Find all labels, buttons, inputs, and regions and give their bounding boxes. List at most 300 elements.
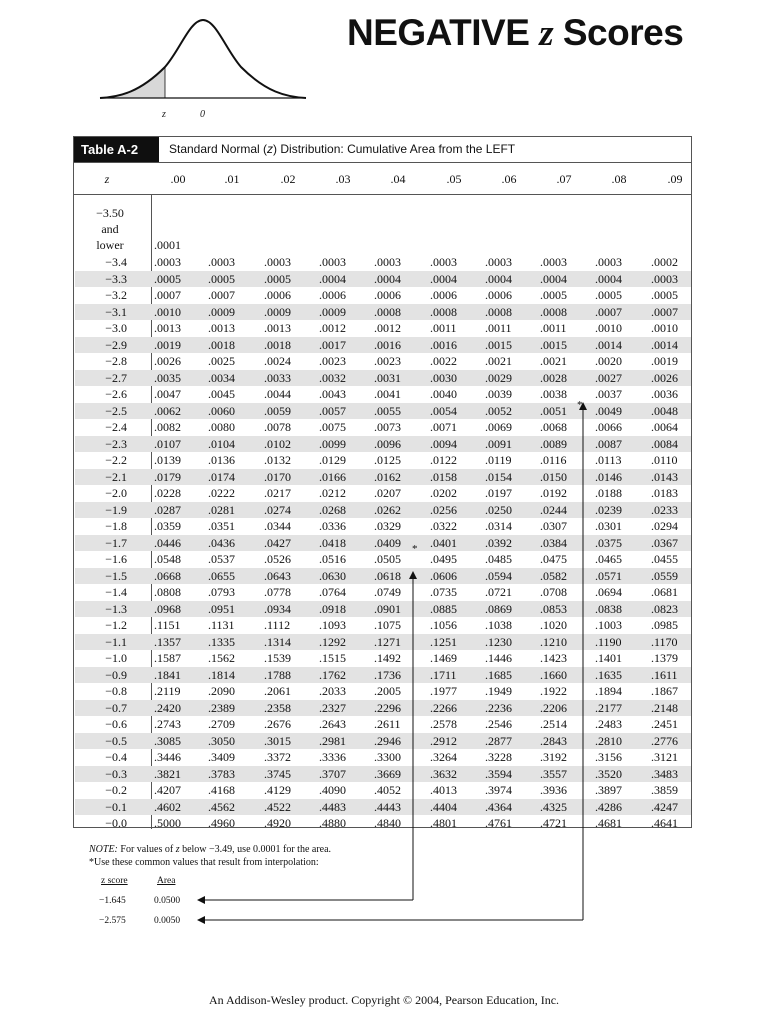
table-cell: .0721	[485, 585, 512, 599]
table-cell: .1685	[485, 667, 512, 682]
table-cell: .0014	[595, 337, 622, 352]
table-cell: .2327	[319, 700, 346, 715]
mini-header-zscore: z score	[101, 876, 128, 886]
table-cell: .0062	[154, 403, 181, 418]
table-cell: .0427	[264, 535, 291, 550]
table-cell: .0012	[374, 321, 401, 335]
table-cell: .0007	[651, 304, 678, 319]
table-cell: .0021	[540, 354, 567, 368]
mini-z-1: −1.645	[99, 896, 126, 906]
table-cell: .0934	[264, 601, 291, 616]
column-header-6: .06	[501, 172, 517, 186]
table-cell: .0495	[430, 552, 457, 566]
table-row	[75, 337, 691, 354]
column-header-1: .01	[224, 172, 240, 186]
table-cell: .2643	[319, 717, 346, 731]
table-row	[75, 271, 691, 288]
row-z-value: −2.2	[105, 453, 127, 467]
table-cell: .2912	[430, 733, 457, 748]
table-cell: .3859	[651, 783, 678, 797]
table-cell: .1230	[485, 634, 512, 649]
table-cell: .0004	[319, 271, 346, 286]
table-cell: .2776	[651, 733, 678, 748]
table-cell: .0548	[154, 552, 181, 566]
table-cell: .0007	[154, 288, 181, 302]
table-cell: .0003	[154, 255, 181, 269]
table-cell: .0116	[540, 453, 567, 467]
table-cell: .3594	[485, 766, 512, 781]
table-cell: .0188	[595, 486, 622, 500]
table-row	[75, 452, 691, 469]
table-cell: .0516	[319, 552, 346, 566]
column-header-8: .08	[611, 172, 627, 186]
table-cell: .2546	[485, 717, 512, 731]
table-cell: .0838	[595, 601, 622, 616]
table-cell: .4761	[485, 816, 512, 830]
table-cell: .3783	[208, 766, 235, 781]
table-cell: .3409	[208, 750, 235, 764]
row-z-value: −0.3	[105, 766, 127, 781]
table-cell: .0006	[319, 288, 346, 302]
table-cell: .4090	[319, 783, 346, 797]
table-cell: .0013	[154, 321, 181, 335]
table-cell: .0016	[374, 337, 401, 352]
table-cell: .4840	[374, 816, 401, 830]
table-cell: .0045	[208, 387, 235, 401]
row-z-value: −2.7	[105, 370, 127, 385]
table-cell: .2611	[374, 717, 401, 731]
table-cell: .0217	[264, 486, 291, 500]
table-cell: .2981	[319, 733, 346, 748]
row-z-value: −1.5	[105, 568, 127, 583]
table-cell: .0951	[208, 601, 235, 616]
table-cell: .0044	[264, 387, 291, 401]
table-cell: .0301	[595, 519, 622, 533]
table-cell: .0028	[540, 370, 567, 385]
table-cell: .0505	[374, 552, 401, 566]
table-cell: .0003	[430, 255, 457, 269]
table-cell: .0808	[154, 585, 181, 599]
table-row	[75, 733, 691, 750]
table-cell: .0005	[540, 288, 567, 302]
table-cell: .2296	[374, 700, 401, 715]
table-cell: .0035	[154, 370, 181, 385]
table-cell: .0018	[208, 337, 235, 352]
row-z-value: −2.8	[105, 354, 127, 368]
table-cell: .0985	[651, 618, 678, 632]
table-row	[75, 386, 691, 403]
table-cell: .2483	[595, 717, 622, 731]
row-z-value: −1.7	[105, 535, 127, 550]
table-cell: .0571	[595, 568, 622, 583]
table-cell: .0006	[485, 288, 512, 302]
table-row	[75, 436, 691, 453]
table-cell: .4404	[430, 799, 457, 814]
table-cell: .0021	[485, 354, 512, 368]
table-row	[75, 304, 691, 321]
column-header-7: .07	[556, 172, 572, 186]
table-cell: .0375	[595, 535, 622, 550]
table-cell: .0089	[540, 436, 567, 451]
table-cell: .0009	[319, 304, 346, 319]
table-cell: .1401	[595, 651, 622, 665]
table-cell: .0409	[374, 535, 401, 550]
table-cell: .0004	[430, 271, 457, 286]
table-cell: .4325	[540, 799, 567, 814]
table-cell: .0038	[540, 387, 567, 401]
table-cell: .3821	[154, 766, 181, 781]
table-cell: .1922	[540, 684, 567, 698]
row-z-value: −1.8	[105, 519, 127, 533]
bell-curve	[100, 20, 306, 98]
table-cell: .2061	[264, 684, 291, 698]
table-cell: .0749	[374, 585, 401, 599]
table-cell: .4880	[319, 816, 346, 830]
table-cell: .1660	[540, 667, 567, 682]
table-cell: .0003	[595, 255, 622, 269]
table-caption: Standard Normal (z) Distribution: Cumulative Area from the LEFT	[169, 142, 516, 156]
table-cell: .0005	[651, 288, 678, 302]
table-cell: .0107	[154, 436, 181, 451]
table-cell: .2709	[208, 717, 235, 731]
table-cell: .0537	[208, 552, 235, 566]
table-row	[75, 419, 691, 436]
table-cell: .0010	[595, 321, 622, 335]
table-cell: .0630	[319, 568, 346, 583]
table-cell: .0008	[374, 304, 401, 319]
column-header-3: .03	[335, 172, 351, 186]
table-cell: .0051	[540, 403, 567, 418]
table-row	[75, 469, 691, 486]
table-cell: .0005	[208, 271, 235, 286]
table-cell: .0384	[540, 535, 567, 550]
table-cell: .0073	[374, 420, 401, 434]
table-cell: .0192	[540, 486, 567, 500]
table-cell: .0052	[485, 403, 512, 418]
table-cell: .1056	[430, 618, 457, 632]
table-cell: .2843	[540, 733, 567, 748]
table-cell: .0096	[374, 436, 401, 451]
table-cell: .0418	[319, 535, 346, 550]
table-cell: .0006	[374, 288, 401, 302]
table-cell: .0023	[319, 354, 346, 368]
table-cell: .1131	[208, 618, 235, 632]
table-cell: .1788	[264, 667, 291, 682]
table-cell: .4129	[264, 783, 291, 797]
table-cell: .0262	[374, 502, 401, 517]
table-cell: .4052	[374, 783, 401, 797]
table-cell: .1170	[651, 634, 678, 649]
table-cell: .2005	[374, 684, 401, 698]
row-z-value: −0.8	[105, 684, 127, 698]
table-cell: .0032	[319, 370, 346, 385]
table-cell: .0003	[374, 255, 401, 269]
column-header-row	[74, 163, 691, 195]
table-cell: .0485	[485, 552, 512, 566]
table-cell: .2206	[540, 700, 567, 715]
row-z-value: −0.7	[105, 700, 127, 715]
table-cell: .4443	[374, 799, 401, 814]
table-row	[75, 601, 691, 618]
table-cell: .3745	[264, 766, 291, 781]
table-cell: .3192	[540, 750, 567, 764]
table-cell: .0239	[595, 502, 622, 517]
table-cell: .0694	[595, 585, 622, 599]
table-cell: .1423	[540, 651, 567, 665]
z-table	[73, 136, 692, 828]
table-cell: .0006	[430, 288, 457, 302]
table-cell: .1587	[154, 651, 181, 665]
table-cell: .0015	[485, 337, 512, 352]
table-cell: .1210	[540, 634, 567, 649]
table-cell: .3156	[595, 750, 622, 764]
table-cell: .3264	[430, 750, 457, 764]
table-cell: .0268	[319, 502, 346, 517]
table-cell: .0029	[485, 370, 512, 385]
column-header-2: .02	[280, 172, 296, 186]
row-z-value: −2.1	[105, 469, 127, 484]
table-cell: .0228	[154, 486, 181, 500]
table-cell: .0018	[264, 337, 291, 352]
table-cell: .2676	[264, 717, 291, 731]
table-cell: .1469	[430, 651, 457, 665]
table-cell: .1867	[651, 684, 678, 698]
table-cell: .4247	[651, 799, 678, 814]
first-row-label-line1: −3.50	[96, 206, 124, 220]
table-cell: .0367	[651, 535, 678, 550]
table-cell: .0013	[208, 321, 235, 335]
table-cell: .3669	[374, 766, 401, 781]
table-cell: .0008	[430, 304, 457, 319]
table-cell: .3557	[540, 766, 567, 781]
table-cell: .0031	[374, 370, 401, 385]
table-cell: .0256	[430, 502, 457, 517]
table-cell: .0017	[319, 337, 346, 352]
table-cell: .1539	[264, 651, 291, 665]
table-cell: .0019	[651, 354, 678, 368]
table-cell: .0068	[540, 420, 567, 434]
table-cell: .1635	[595, 667, 622, 682]
table-row	[75, 403, 691, 420]
row-z-value: −2.9	[105, 337, 127, 352]
table-cell: .0166	[319, 469, 346, 484]
note-line-2: *Use these common values that result from interpolation:	[89, 857, 319, 868]
table-cell: .0037	[595, 387, 622, 401]
row-z-value: −2.4	[105, 420, 127, 434]
row-z-value: −2.5	[105, 403, 127, 418]
first-row-value: .0001	[154, 238, 181, 252]
table-cell: .3632	[430, 766, 457, 781]
table-cell: .2451	[651, 717, 678, 731]
column-header-9: .09	[667, 172, 683, 186]
table-cell: .2119	[154, 684, 181, 698]
table-cell: .0066	[595, 420, 622, 434]
table-cell: .0735	[430, 585, 457, 599]
table-cell: .4364	[485, 799, 512, 814]
table-cell: .0099	[319, 436, 346, 451]
table-cell: .2358	[264, 700, 291, 715]
table-cell: .0793	[208, 585, 235, 599]
table-row	[75, 683, 691, 700]
note-line-1: NOTE: For values of z below −3.49, use 0.0001 for the area.	[89, 844, 332, 855]
table-cell: .4920	[264, 816, 291, 830]
normal-curve-diagram	[95, 12, 310, 124]
table-cell: .2090	[208, 684, 235, 698]
table-cell: .0392	[485, 535, 512, 550]
table-cell: .0183	[651, 486, 678, 500]
row-z-value: −0.2	[105, 783, 127, 797]
table-body	[75, 254, 691, 832]
table-cell: .2389	[208, 700, 235, 715]
table-cell: .4960	[208, 816, 235, 830]
table-cell: .0011	[430, 321, 457, 335]
table-cell: .0207	[374, 486, 401, 500]
table-cell: .0233	[651, 502, 678, 517]
table-cell: .3015	[264, 733, 291, 748]
table-cell: .4207	[154, 783, 181, 797]
table-cell: .0901	[374, 601, 401, 616]
table-cell: .1814	[208, 667, 235, 682]
row-z-value: −1.0	[105, 651, 127, 665]
table-cell: .0014	[651, 337, 678, 352]
table-row	[75, 782, 691, 799]
table-cell: .4721	[540, 816, 567, 830]
column-header-0: .00	[170, 172, 186, 186]
table-cell: .0455	[651, 552, 678, 566]
row-z-value: −0.0	[105, 816, 127, 830]
table-cell: .0475	[540, 552, 567, 566]
table-cell: .1003	[595, 618, 622, 632]
mini-header-area: Area	[157, 876, 176, 886]
table-cell: .0041	[374, 387, 401, 401]
table-cell: .0023	[374, 354, 401, 368]
table-cell: .0003	[264, 255, 291, 269]
table-cell: .0015	[540, 337, 567, 352]
table-cell: .4801	[430, 816, 457, 830]
table-cell: .0002	[651, 255, 678, 269]
table-cell: .0436	[208, 535, 235, 550]
table-cell: .1020	[540, 618, 567, 632]
table-cell: .0006	[264, 288, 291, 302]
table-cell: .0351	[208, 519, 235, 533]
table-cell: .0132	[264, 453, 291, 467]
table-cell: .0655	[208, 568, 235, 583]
table-cell: .0179	[154, 469, 181, 484]
table-cell: .0582	[540, 568, 567, 583]
table-cell: .1611	[651, 667, 678, 682]
row-z-value: −3.3	[105, 271, 127, 286]
table-cell: .0005	[154, 271, 181, 286]
table-cell: .3121	[651, 750, 678, 764]
table-cell: .4168	[208, 783, 235, 797]
table-row	[75, 799, 691, 816]
table-cell: .0222	[208, 486, 235, 500]
table-cell: .1379	[651, 651, 678, 665]
table-cell: .0162	[374, 469, 401, 484]
table-cell: .0007	[208, 288, 235, 302]
table-cell: .0034	[208, 370, 235, 385]
table-cell: .0069	[485, 420, 512, 434]
table-cell: .0003	[485, 255, 512, 269]
table-cell: .0139	[154, 453, 181, 467]
table-cell: .0823	[651, 601, 678, 616]
table-row	[75, 749, 691, 766]
table-row	[75, 502, 691, 519]
table-row	[75, 716, 691, 733]
table-cell: .2946	[374, 733, 401, 748]
table-cell: .0336	[319, 519, 346, 533]
table-cell: .0016	[430, 337, 457, 352]
table-cell: .0004	[540, 271, 567, 286]
table-cell: .0005	[264, 271, 291, 286]
table-cell: .0049	[595, 403, 622, 418]
table-cell: .2033	[319, 684, 346, 698]
table-cell: .0060	[208, 403, 235, 418]
table-cell: .1038	[485, 618, 512, 632]
table-cell: .0113	[595, 453, 622, 467]
row-z-value: −1.9	[105, 502, 127, 517]
table-cell: .3085	[154, 733, 181, 748]
table-cell: .0040	[430, 387, 457, 401]
table-cell: .3936	[540, 783, 567, 797]
table-cell: .0526	[264, 552, 291, 566]
table-cell: .0146	[595, 469, 622, 484]
table-cell: .0084	[651, 436, 678, 451]
row-z-value: −1.6	[105, 552, 127, 566]
table-cell: .0054	[430, 403, 457, 418]
table-cell: .0005	[595, 288, 622, 302]
row-z-value: −0.6	[105, 717, 127, 731]
first-row-label-line3: lower	[96, 238, 124, 252]
table-cell: .0055	[374, 403, 401, 418]
table-row	[75, 634, 691, 651]
table-cell: .1562	[208, 651, 235, 665]
table-cell: .0918	[319, 601, 346, 616]
table-cell: .4286	[595, 799, 622, 814]
table-cell: .0003	[319, 255, 346, 269]
table-cell: .4522	[264, 799, 291, 814]
table-cell: .0024	[264, 354, 291, 368]
table-cell: .0104	[208, 436, 235, 451]
table-cell: .0643	[264, 568, 291, 583]
table-cell: .0250	[485, 502, 512, 517]
table-row	[75, 815, 691, 832]
row-z-value: −2.0	[105, 486, 127, 500]
table-row	[75, 485, 691, 502]
shaded-left-area	[100, 67, 165, 98]
table-cell: .2177	[595, 700, 622, 715]
table-cell: .4483	[319, 799, 346, 814]
table-cell: .0708	[540, 585, 567, 599]
table-cell: .0048	[651, 403, 678, 418]
table-cell: .2148	[651, 700, 678, 715]
table-cell: .0010	[154, 304, 181, 319]
table-row	[75, 370, 691, 387]
table-cell: .0307	[540, 519, 567, 533]
table-cell: .0778	[264, 585, 291, 599]
table-cell: .2877	[485, 733, 512, 748]
table-cell: .0465	[595, 552, 622, 566]
table-cell: .3483	[651, 766, 678, 781]
row-z-value: −3.2	[105, 288, 127, 302]
table-cell: .2578	[430, 717, 457, 731]
table-cell: .1251	[430, 634, 457, 649]
table-cell: .0119	[485, 453, 512, 467]
table-cell: .0136	[208, 453, 235, 467]
table-cell: .1335	[208, 634, 235, 649]
z-column-header: z	[104, 172, 110, 186]
interpolation-star-2575: *	[577, 399, 583, 411]
